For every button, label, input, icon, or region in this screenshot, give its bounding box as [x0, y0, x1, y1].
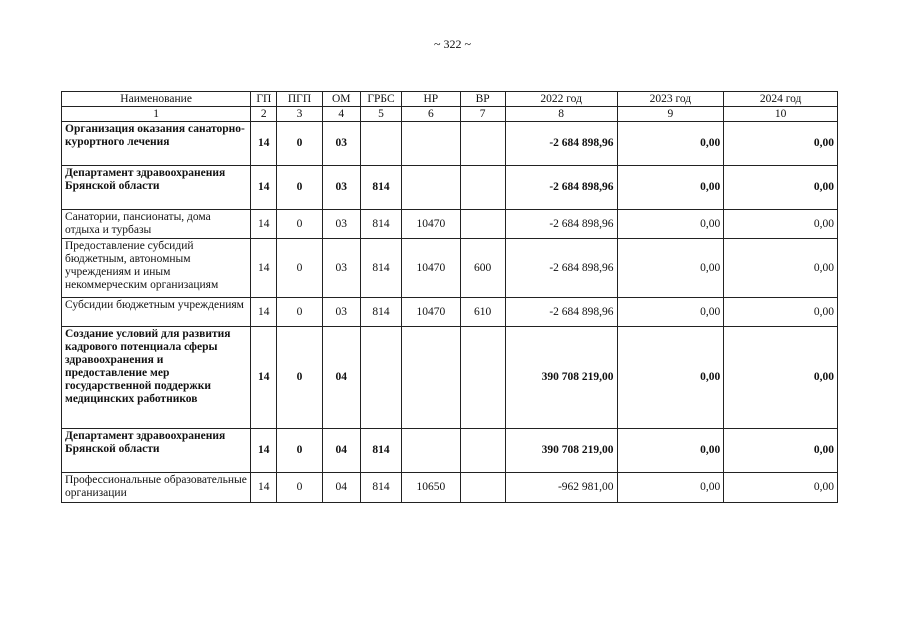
nr-cell	[402, 327, 460, 429]
index-cell: 4	[322, 107, 360, 122]
table-row	[62, 298, 838, 327]
nr-cell: 10470	[402, 239, 460, 298]
amount-2022-cell: 390 708 219,00	[505, 429, 617, 473]
amount-2022-cell: -962 981,00	[505, 473, 617, 503]
gp-cell: 14	[251, 166, 277, 210]
table-row	[62, 166, 838, 210]
gp-cell: 14	[251, 239, 277, 298]
index-cell: 5	[360, 107, 401, 122]
amount-2024-cell: 0,00	[724, 429, 838, 473]
pgp-cell: 0	[277, 327, 322, 429]
table-header-row	[62, 92, 838, 107]
grbs-cell	[360, 327, 401, 429]
row-name: Субсидии бюджетным учреждениям	[62, 298, 251, 327]
header-cell: Наименование	[62, 92, 251, 107]
header-cell: ГРБС	[360, 92, 401, 107]
header-cell: ОМ	[322, 92, 360, 107]
table-row	[62, 473, 838, 503]
grbs-cell: 814	[360, 239, 401, 298]
column-index-row	[62, 107, 838, 122]
gp-cell: 14	[251, 298, 277, 327]
nr-cell	[402, 122, 460, 166]
pgp-cell: 0	[277, 210, 322, 239]
grbs-cell: 814	[360, 210, 401, 239]
amount-2023-cell: 0,00	[617, 473, 724, 503]
om-cell: 03	[322, 239, 360, 298]
grbs-cell: 814	[360, 298, 401, 327]
amount-2022-cell: -2 684 898,96	[505, 298, 617, 327]
amount-2023-cell: 0,00	[617, 166, 724, 210]
amount-2024-cell: 0,00	[724, 166, 838, 210]
amount-2024-cell: 0,00	[724, 122, 838, 166]
header-cell: 2024 год	[724, 92, 838, 107]
amount-2024-cell: 0,00	[724, 210, 838, 239]
grbs-cell: 814	[360, 429, 401, 473]
header-cell: 2022 год	[505, 92, 617, 107]
table-row	[62, 429, 838, 473]
nr-cell: 10470	[402, 210, 460, 239]
header-cell: НР	[402, 92, 460, 107]
pgp-cell: 0	[277, 239, 322, 298]
amount-2023-cell: 0,00	[617, 239, 724, 298]
amount-2023-cell: 0,00	[617, 327, 724, 429]
index-cell: 8	[505, 107, 617, 122]
header-cell: ПГП	[277, 92, 322, 107]
om-cell: 04	[322, 473, 360, 503]
grbs-cell: 814	[360, 473, 401, 503]
index-cell: 10	[724, 107, 838, 122]
table-row	[62, 122, 838, 166]
table-row	[62, 210, 838, 239]
gp-cell: 14	[251, 122, 277, 166]
vr-cell	[460, 166, 505, 210]
index-cell: 7	[460, 107, 505, 122]
row-name: Профессиональные образовательные организации	[62, 473, 251, 503]
gp-cell: 14	[251, 327, 277, 429]
row-name: Предоставление субсидий бюджетным, автономным учреждениям и иным некоммерческим организациям	[62, 239, 251, 298]
pgp-cell: 0	[277, 166, 322, 210]
nr-cell: 10650	[402, 473, 460, 503]
vr-cell	[460, 210, 505, 239]
gp-cell: 14	[251, 429, 277, 473]
amount-2023-cell: 0,00	[617, 210, 724, 239]
pgp-cell: 0	[277, 429, 322, 473]
amount-2022-cell: -2 684 898,96	[505, 239, 617, 298]
amount-2023-cell: 0,00	[617, 298, 724, 327]
gp-cell: 14	[251, 473, 277, 503]
index-cell: 9	[617, 107, 724, 122]
index-cell: 1	[62, 107, 251, 122]
amount-2024-cell: 0,00	[724, 298, 838, 327]
amount-2024-cell: 0,00	[724, 327, 838, 429]
pgp-cell: 0	[277, 298, 322, 327]
page-number: ~ 322 ~	[434, 37, 471, 51]
amount-2022-cell: 390 708 219,00	[505, 327, 617, 429]
gp-cell: 14	[251, 210, 277, 239]
amount-2023-cell: 0,00	[617, 429, 724, 473]
amount-2024-cell: 0,00	[724, 239, 838, 298]
amount-2023-cell: 0,00	[617, 122, 724, 166]
om-cell: 04	[322, 429, 360, 473]
grbs-cell: 814	[360, 166, 401, 210]
vr-cell	[460, 122, 505, 166]
om-cell: 03	[322, 210, 360, 239]
om-cell: 03	[322, 298, 360, 327]
header-cell: ГП	[251, 92, 277, 107]
row-name: Департамент здравоохранения Брянской области	[62, 166, 251, 210]
row-name: Санатории, пансионаты, дома отдыха и турбазы	[62, 210, 251, 239]
amount-2022-cell: -2 684 898,96	[505, 166, 617, 210]
nr-cell	[402, 429, 460, 473]
index-cell: 3	[277, 107, 322, 122]
table-row	[62, 239, 838, 298]
pgp-cell: 0	[277, 122, 322, 166]
amount-2024-cell: 0,00	[724, 473, 838, 503]
table-row	[62, 327, 838, 429]
row-name: Создание условий для развития кадрового потенциала сферы здравоохранения и предоставление мер государственной поддержки медицинских работников	[62, 327, 251, 429]
vr-cell	[460, 327, 505, 429]
row-name: Департамент здравоохранения Брянской области	[62, 429, 251, 473]
row-name: Организация оказания санаторно-курортного лечения	[62, 122, 251, 166]
om-cell: 03	[322, 166, 360, 210]
vr-cell: 600	[460, 239, 505, 298]
vr-cell	[460, 429, 505, 473]
header-cell: ВР	[460, 92, 505, 107]
pgp-cell: 0	[277, 473, 322, 503]
om-cell: 03	[322, 122, 360, 166]
vr-cell	[460, 473, 505, 503]
amount-2022-cell: -2 684 898,96	[505, 122, 617, 166]
amount-2022-cell: -2 684 898,96	[505, 210, 617, 239]
index-cell: 6	[402, 107, 460, 122]
om-cell: 04	[322, 327, 360, 429]
nr-cell	[402, 166, 460, 210]
header-cell: 2023 год	[617, 92, 724, 107]
vr-cell: 610	[460, 298, 505, 327]
nr-cell: 10470	[402, 298, 460, 327]
grbs-cell	[360, 122, 401, 166]
budget-table	[61, 91, 838, 503]
index-cell: 2	[251, 107, 277, 122]
